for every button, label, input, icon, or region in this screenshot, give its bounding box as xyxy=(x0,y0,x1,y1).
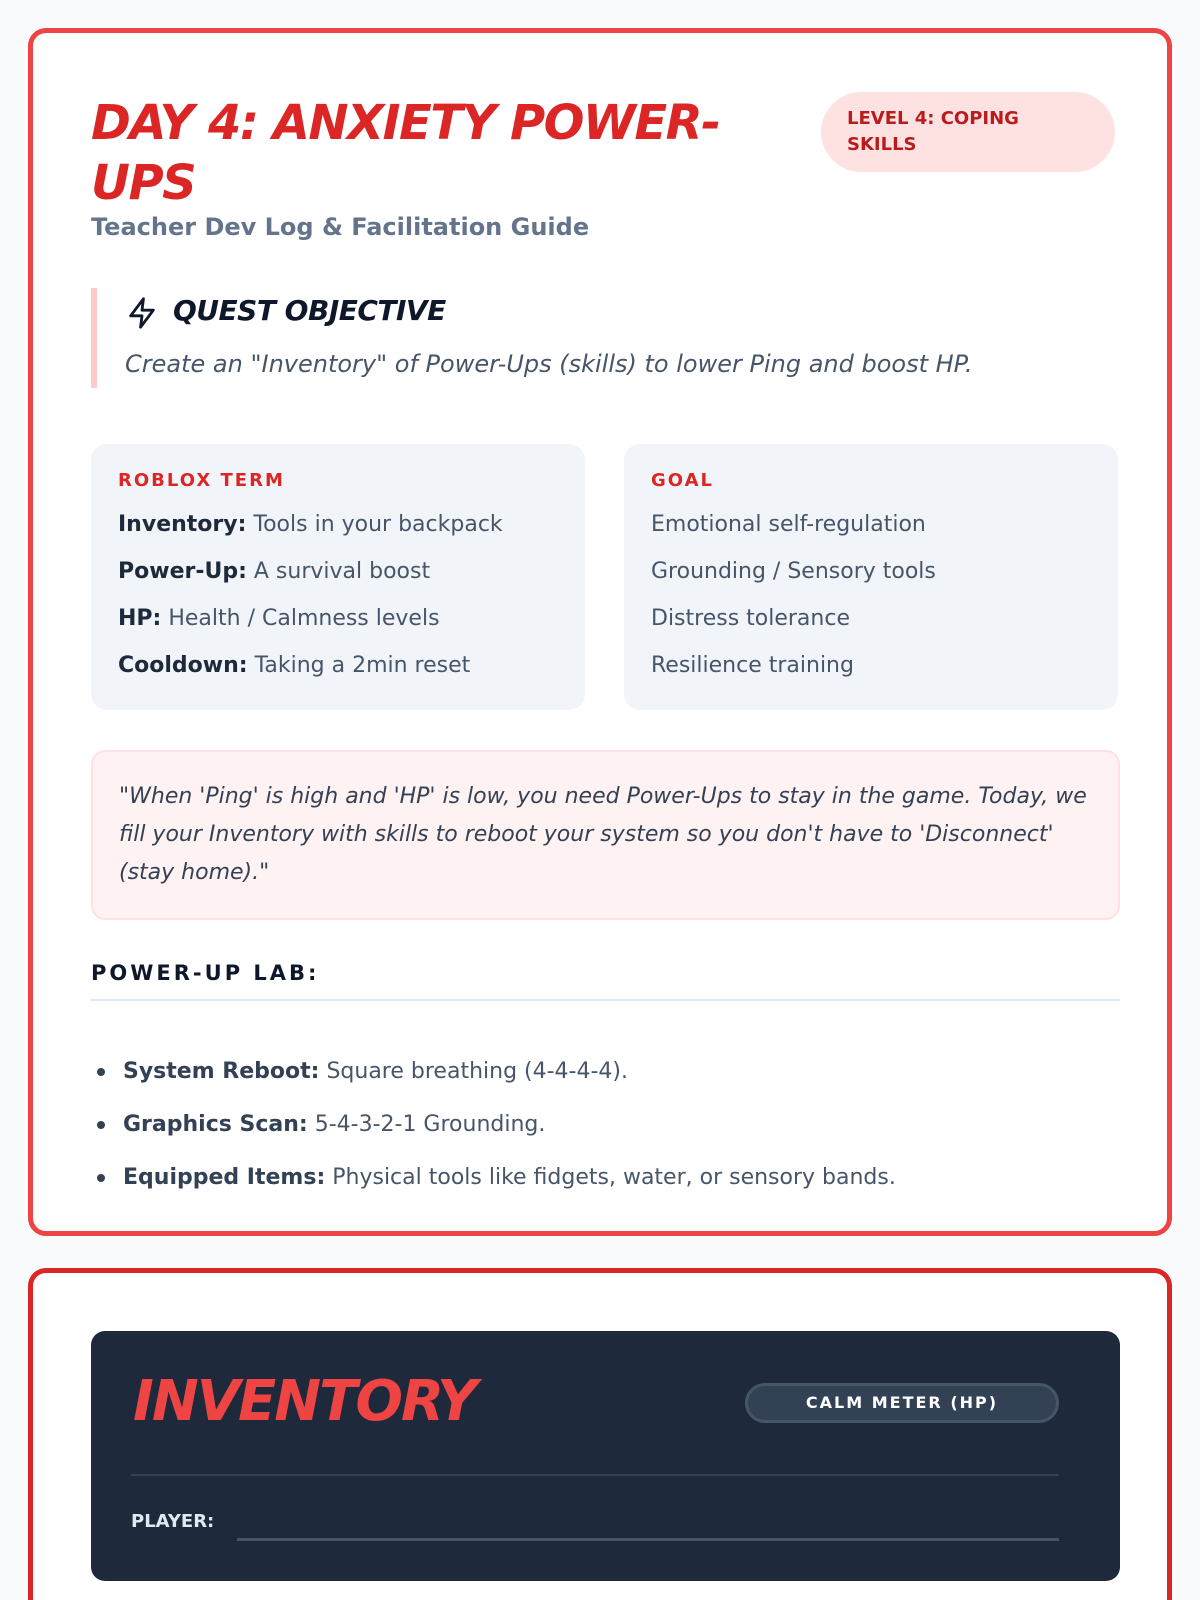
lightning-bolt-icon xyxy=(125,296,159,330)
teacher-quote: "When 'Ping' is high and 'HP' is low, you need Power-Ups to stay in the game. Today, we fill your Inventory with skills to reboot your system so you don't have to 'Disconnect' (stay home)." xyxy=(91,750,1120,920)
page-subtitle: Teacher Dev Log & Facilitation Guide xyxy=(91,213,590,241)
goal-row: Emotional self-regulation xyxy=(651,512,926,537)
lab-item-text: Square breathing (4-4-4-4). xyxy=(326,1059,628,1084)
term-meaning: Tools in your backpack xyxy=(253,512,503,537)
lab-item-text: Physical tools like fidgets, water, or sensory bands. xyxy=(332,1165,896,1190)
term-meaning: Health / Calmness levels xyxy=(168,606,440,631)
term-name: Cooldown: xyxy=(118,653,248,678)
term-row xyxy=(118,642,558,689)
inventory-card xyxy=(28,1268,1172,1600)
term-row xyxy=(118,501,558,548)
list-item xyxy=(91,1045,1120,1098)
lab-item-name: Equipped Items: xyxy=(123,1165,326,1190)
term-meaning: Taking a 2min reset xyxy=(254,653,471,678)
list-item xyxy=(91,1151,1120,1204)
term-name: HP: xyxy=(118,606,162,631)
quest-objective-section xyxy=(91,288,991,388)
goal-box xyxy=(624,444,1118,710)
divider xyxy=(131,1474,1059,1476)
term-name: Power-Up: xyxy=(118,559,247,584)
power-up-lab-list xyxy=(91,1045,1120,1204)
power-up-lab-heading: POWER-UP LAB: xyxy=(91,961,1120,1001)
lab-item-text: 5-4-3-2-1 Grounding. xyxy=(314,1112,546,1137)
roblox-term-label: ROBLOX TERM xyxy=(118,470,285,491)
term-row xyxy=(118,595,558,642)
term-meaning: A survival boost xyxy=(253,559,431,584)
goal-row: Resilience training xyxy=(651,653,854,678)
level-badge: LEVEL 4: COPING SKILLS xyxy=(821,92,1115,172)
page-title: DAY 4: ANXIETY POWER-UPS xyxy=(91,95,720,211)
inventory-title: INVENTORY xyxy=(133,1369,476,1434)
goal-row: Grounding / Sensory tools xyxy=(651,559,936,584)
quest-description: Create an "Inventory" of Power-Ups (skills) to lower Ping and boost HP. xyxy=(125,350,973,378)
player-label: PLAYER: xyxy=(131,1511,215,1532)
calm-meter-badge: CALM METER (HP) xyxy=(745,1383,1059,1423)
lab-item-name: System Reboot: xyxy=(123,1059,320,1084)
goal-row: Distress tolerance xyxy=(651,606,850,631)
goal-label: GOAL xyxy=(651,470,714,491)
lab-item-name: Graphics Scan: xyxy=(123,1112,308,1137)
term-row xyxy=(118,548,558,595)
quest-title: QUEST OBJECTIVE xyxy=(173,294,446,327)
roblox-term-box xyxy=(91,444,585,710)
list-item xyxy=(91,1098,1120,1151)
player-name-line[interactable] xyxy=(237,1538,1059,1541)
lesson-card xyxy=(28,28,1172,1236)
inventory-panel xyxy=(91,1331,1120,1581)
term-name: Inventory: xyxy=(118,512,247,537)
